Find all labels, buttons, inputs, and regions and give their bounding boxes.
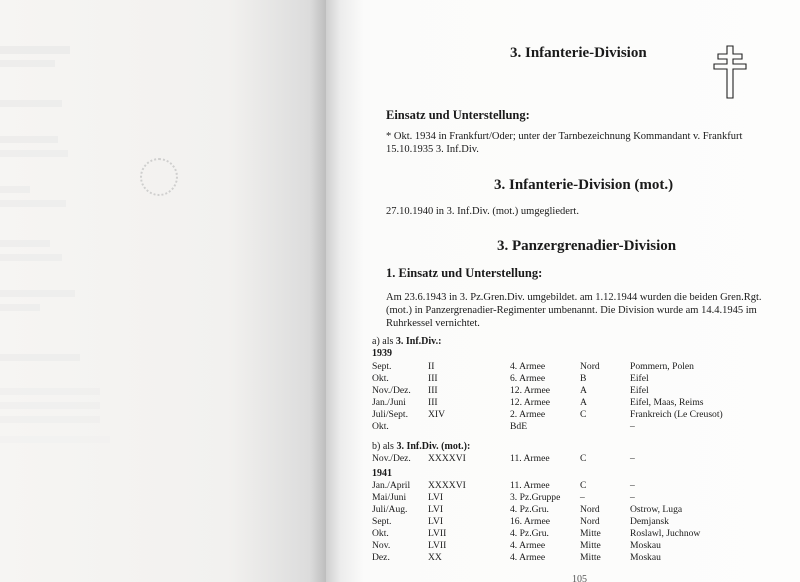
cell-army-group: Mitte (580, 528, 601, 539)
cell-army: 3. Pz.Gruppe (510, 492, 561, 503)
cell-month: Mai/Juni (372, 492, 407, 503)
cell-army-group: – (580, 492, 585, 503)
bleed-through-mark (0, 354, 80, 361)
cell-army-group: Mitte (580, 552, 601, 563)
cell-corps: LVII (428, 528, 447, 539)
cell-corps: XXXXVI (428, 453, 466, 464)
section2-text-line1: Am 23.6.1943 in 3. Pz.Gren.Div. umgebildet. am 1.12.1944 wurden die beiden Gren.Rgt. (386, 292, 762, 303)
bleed-through-mark (0, 290, 75, 297)
mot-text: 27.10.1940 in 3. Inf.Div. (mot.) umgegliedert. (386, 206, 579, 217)
bleed-through-mark (0, 100, 62, 107)
order-of-battle-table-1941 (372, 480, 760, 564)
table-row (372, 504, 760, 516)
year-1939: 1939 (372, 348, 392, 359)
cell-area: Roslawl, Juchnow (630, 528, 701, 539)
cell-month: Nov./Dez. (372, 453, 411, 464)
bleed-through-mark (0, 150, 68, 157)
cell-area: Moskau (630, 540, 661, 551)
part-a-label (372, 336, 441, 347)
cell-army: 4. Armee (510, 361, 546, 372)
cell-army: 11. Armee (510, 480, 550, 491)
cell-month: Okt. (372, 421, 389, 432)
cell-month: Jan./April (372, 480, 411, 491)
part-a-prefix: a) als (372, 336, 396, 347)
bleed-through-mark (0, 436, 110, 443)
cell-corps: III (428, 385, 438, 396)
cell-month: Nov. (372, 540, 391, 551)
cell-month: Okt. (372, 373, 389, 384)
bleed-through-mark (0, 136, 58, 143)
cell-corps (428, 421, 510, 433)
bleed-through-mark (0, 186, 30, 193)
part-b-label (372, 441, 470, 452)
bleed-through-mark (0, 46, 70, 54)
cell-army: 4. Pz.Gru. (510, 528, 549, 539)
title-pzgren: 3. Panzergrenadier-Division (497, 238, 677, 254)
table-row (372, 397, 760, 409)
cell-area: – (630, 480, 635, 491)
cell-corps: LVII (428, 540, 447, 551)
cross-of-lorraine-icon (712, 44, 748, 100)
cell-army-group: C (580, 453, 587, 464)
cell-area: Pommern, Polen (630, 361, 694, 372)
table-row (372, 516, 760, 528)
cell-army: 12. Armee (510, 385, 550, 396)
cell-month: Juli/Sept. (372, 409, 408, 420)
table-row (372, 361, 760, 373)
cell-army-group: Nord (580, 504, 600, 515)
table-row (372, 373, 760, 385)
cell-army-group: A (580, 385, 587, 396)
section2-text-line3: Ruhrkessel vernichtet. (386, 318, 480, 329)
cell-month: Okt. (372, 528, 389, 539)
bleed-through-mark (0, 240, 50, 247)
cell-army-group: A (580, 397, 587, 408)
cell-area: Eifel, Maas, Reims (630, 397, 704, 408)
cell-army-group: Nord (580, 516, 600, 527)
cell-area: Moskau (630, 552, 661, 563)
cell-corps: III (428, 397, 438, 408)
cell-army: 12. Armee (510, 397, 550, 408)
section1-text-line2: 15.10.1935 3. Inf.Div. (386, 144, 479, 155)
cell-corps: XXXXVI (428, 480, 466, 491)
page-number: 105 (572, 574, 587, 582)
cell-army: 6. Armee (510, 373, 546, 384)
bleed-through-mark (0, 60, 55, 67)
cell-army: BdE (510, 421, 528, 432)
cell-month: Sept. (372, 516, 392, 527)
cell-army-group: Mitte (580, 540, 601, 551)
cell-corps: III (428, 373, 438, 384)
cell-area: Ostrow, Luga (630, 504, 683, 515)
cell-army: 11. Armee (510, 453, 550, 464)
bleed-through-mark (0, 254, 62, 261)
cell-corps: XIV (428, 409, 446, 420)
part-a-bold: 3. Inf.Div.: (395, 336, 442, 347)
cell-month: Nov./Dez. (372, 385, 411, 396)
cell-army: 4. Armee (510, 552, 546, 563)
cell-area: – (630, 453, 635, 464)
cell-corps: LVI (428, 492, 444, 503)
cell-army-group (580, 421, 630, 433)
part-b-prefix: b) als (372, 441, 397, 452)
bleed-through-stamp (140, 158, 178, 196)
table-row (372, 492, 760, 504)
cell-corps: XX (428, 552, 442, 563)
section2-heading: 1. Einsatz und Unterstellung: (386, 266, 543, 280)
order-of-battle-table-1939 (372, 361, 760, 433)
left-page (0, 0, 326, 582)
bleed-through-mark (0, 200, 66, 207)
cell-army-group: C (580, 480, 587, 491)
table-row (372, 421, 760, 433)
cell-area: – (630, 421, 635, 432)
cell-army-group: C (580, 409, 587, 420)
cell-area: Demjansk (630, 516, 669, 527)
part-b-bold: 3. Inf.Div. (mot.): (396, 441, 471, 452)
order-of-battle-table-1940 (372, 453, 760, 465)
section1-heading: Einsatz und Unterstellung: (386, 108, 530, 122)
year-1941: 1941 (372, 468, 392, 479)
bleed-through-mark (0, 304, 40, 311)
table-row (372, 453, 760, 465)
section1-text-line1: * Okt. 1934 in Frankfurt/Oder; unter der Tarnbezeichnung Kommandant v. Frankfurt (386, 131, 743, 142)
cell-corps: LVI (428, 516, 444, 527)
cell-army-group: Nord (580, 361, 600, 372)
table-row (372, 385, 760, 397)
section2-text-line2: (mot.) in Panzergrenadier-Regimenter umbenannt. Die Division wurde am 14.4.1945 im (386, 305, 757, 316)
table-row (372, 528, 760, 540)
main-title: 3. Infanterie-Division (510, 45, 647, 61)
cell-month: Jan./Juni (372, 397, 406, 408)
cell-month: Sept. (372, 361, 392, 372)
table-row (372, 540, 760, 552)
cell-corps: II (428, 361, 435, 372)
cell-month: Dez. (372, 552, 390, 563)
cell-army: 16. Armee (510, 516, 550, 527)
table-row (372, 480, 760, 492)
table-row (372, 409, 760, 421)
bleed-through-mark (0, 416, 100, 423)
cell-month: Juli/Aug. (372, 504, 408, 515)
cell-area: – (630, 492, 635, 503)
table-row (372, 552, 760, 564)
cell-army: 4. Pz.Gru. (510, 504, 549, 515)
cell-corps: LVI (428, 504, 444, 515)
title-mot: 3. Infanterie-Division (mot.) (494, 177, 674, 193)
cell-army: 4. Armee (510, 540, 546, 551)
cell-army-group: B (580, 373, 587, 384)
cell-area: Frankreich (Le Creusot) (630, 409, 723, 420)
bleed-through-mark (0, 402, 100, 409)
cell-area: Eifel (630, 385, 649, 396)
bleed-through-mark (0, 388, 100, 395)
cell-army: 2. Armee (510, 409, 546, 420)
cell-area: Eifel (630, 373, 649, 384)
